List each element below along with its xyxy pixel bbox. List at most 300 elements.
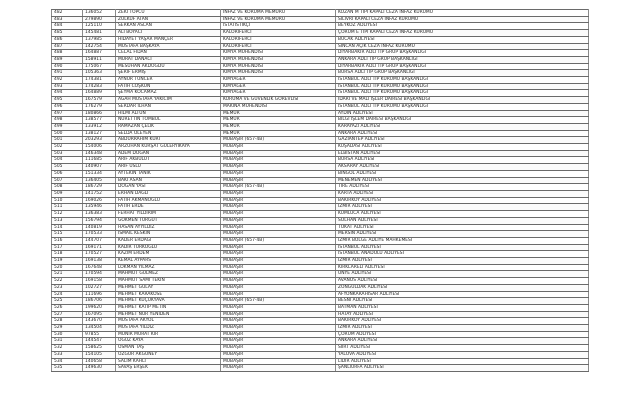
- row-id: 174283: [83, 83, 116, 90]
- row-name: FATİH COŞKUN: [116, 83, 221, 90]
- row-id: 170533: [83, 231, 116, 238]
- table-row: [52, 217, 589, 224]
- table-row: [52, 331, 589, 338]
- row-title: MUBAŞİR: [221, 264, 336, 271]
- row-title: MUBAŞİR: [221, 150, 336, 157]
- row-name: SALİM KAHLI: [116, 358, 221, 365]
- row-assignment: YALOVA ADLİYESİ: [336, 351, 589, 358]
- row-number: 491: [52, 70, 83, 77]
- row-number: 527: [52, 311, 83, 318]
- row-title: MUBAŞİR: [221, 197, 336, 204]
- row-number: 504: [52, 157, 83, 164]
- row-title: MUBAŞİR: [221, 345, 336, 352]
- row-title: MUBAŞİR: [221, 358, 336, 365]
- row-assignment: TİRE ADLİYESİ: [336, 184, 589, 191]
- row-title: İNFAZ VE KORUMA MEMURU: [221, 10, 336, 17]
- row-number: 514: [52, 224, 83, 231]
- row-number: 505: [52, 164, 83, 171]
- row-title: KİMYA MÜHENDİSİ: [221, 63, 336, 70]
- row-assignment: ZONGULDAK ADLİYESİ: [336, 284, 589, 291]
- row-name: SELDA ÖLEYEN: [116, 130, 221, 137]
- row-id: 279890: [83, 16, 116, 23]
- row-assignment: AKSARAY ADLİYESİ: [336, 164, 589, 171]
- row-name: LOKMAN YILMAZ: [116, 264, 221, 271]
- row-name: SERKAN ASLAN: [116, 23, 221, 30]
- row-id: 158625: [83, 345, 116, 352]
- row-name: ARİF USLU: [116, 164, 221, 171]
- row-name: HİDAYET YAŞAR MANÇER: [116, 36, 221, 43]
- table-row: [52, 90, 589, 97]
- table-row: [52, 16, 589, 23]
- row-number: 532: [52, 345, 83, 352]
- personnel-table: [51, 9, 589, 372]
- row-title: MUBAŞİR: [221, 318, 336, 325]
- table-row: [52, 164, 589, 171]
- row-id: 151334: [83, 170, 116, 177]
- row-name: MEHMET KÜÇÜKYAVA: [116, 298, 221, 305]
- row-title: MEMUR: [221, 123, 336, 130]
- row-number: 482: [52, 10, 83, 17]
- row-number: 490: [52, 63, 83, 70]
- row-name: AYTEKİN TANIK: [116, 170, 221, 177]
- row-id: 136405: [83, 177, 116, 184]
- row-assignment: SOLHAN ADLİYESİ: [336, 217, 589, 224]
- row-name: NURETTİN TOMBUL: [116, 117, 221, 124]
- row-assignment: İZMİR ADLİYESİ: [336, 204, 589, 211]
- row-assignment: BAKIRKÖY ADLİYESİ: [336, 318, 589, 325]
- table-row: [52, 190, 589, 197]
- row-title: MUBAŞİR: [221, 211, 336, 218]
- personnel-table-body: [52, 10, 589, 372]
- row-assignment: MENEMEN ADLİYESİ: [336, 177, 589, 184]
- row-id: 164889: [83, 90, 116, 97]
- row-id: 154006: [83, 144, 116, 151]
- row-assignment: KARTA ADLİYESİ: [336, 190, 589, 197]
- row-number: 501: [52, 137, 83, 144]
- row-title: MUBAŞİR: [221, 351, 336, 358]
- table-row: [52, 43, 589, 50]
- row-id: 134504: [83, 325, 116, 332]
- row-title: MUBAŞİR (657-4B): [221, 237, 336, 244]
- row-number: 528: [52, 318, 83, 325]
- row-assignment: KARAYAZI ADLİYESİ: [336, 123, 589, 130]
- row-assignment: ŞANLIURFA ADLİYESİ: [336, 365, 589, 372]
- table-row: [52, 204, 589, 211]
- row-title: MUBAŞİR: [221, 365, 336, 372]
- row-name: BAKİ ASAN: [116, 177, 221, 184]
- row-id: 140907: [83, 164, 116, 171]
- row-number: 488: [52, 50, 83, 57]
- row-assignment: İSTANBUL ANADOLU ADLİYESİ: [336, 251, 589, 258]
- row-title: MUBAŞİR: [221, 311, 336, 318]
- row-title: MUBAŞİR: [221, 164, 336, 171]
- table-row: [52, 345, 589, 352]
- row-title: KORUMA VE GÜVENLİK GÖREVLİSİ: [221, 97, 336, 104]
- row-number: 520: [52, 264, 83, 271]
- row-id: 156794: [83, 217, 116, 224]
- row-number: 485: [52, 30, 83, 37]
- row-name: MEHMET NUR YENİDEN: [116, 311, 221, 318]
- row-name: GÖKMEN TURĞUT: [116, 217, 221, 224]
- table-row: [52, 231, 589, 238]
- row-id: 125110: [83, 23, 116, 30]
- row-name: ABDURRAHİM KURT: [116, 137, 221, 144]
- table-row: [52, 258, 589, 265]
- row-id: 180866: [83, 110, 116, 117]
- table-row: [52, 177, 589, 184]
- table-row: [52, 36, 589, 43]
- row-title: MUBAŞİR: [221, 157, 336, 164]
- row-name: AGAH MUSTAFA YAKICIM: [116, 97, 221, 104]
- row-assignment: ANKARA ADLİYESİ: [336, 338, 589, 345]
- row-assignment: BURSA ADLİYESİ: [336, 157, 589, 164]
- row-assignment: KIRKLARELİ ADLİYESİ: [336, 264, 589, 271]
- row-name: MUSTAFA AKYOL: [116, 318, 221, 325]
- row-name: ARZUHAN KÜRŞAT GÜLERYİKAYA: [116, 144, 221, 151]
- row-assignment: LİDİR ADLİYESİ: [336, 358, 589, 365]
- row-assignment: ÇORUM ADLİYESİ: [336, 331, 589, 338]
- row-title: MEMUR: [221, 117, 336, 124]
- row-assignment: TOKAT ADLİYESİ: [336, 224, 589, 231]
- row-title: MUBAŞİR (657-4B): [221, 298, 336, 305]
- row-name: ÖZGÜR AKGÜNEY: [116, 351, 221, 358]
- row-id: 142754: [83, 43, 116, 50]
- row-assignment: İSTANBUL ADLİ TIP KURUMU BAŞKANLIĞI: [336, 103, 589, 110]
- row-number: 523: [52, 284, 83, 291]
- row-id: 143670: [83, 318, 116, 325]
- row-name: SAVAŞ ERŞEK: [116, 365, 221, 372]
- row-name: MURAT DANACI: [116, 56, 221, 63]
- row-name: MAHMUT GÜLMEZ: [116, 271, 221, 278]
- row-assignment: ANKARA ADLİYESİ: [336, 130, 589, 137]
- table-row: [52, 278, 589, 285]
- table-row: [52, 264, 589, 271]
- row-number: 499: [52, 123, 83, 130]
- row-assignment: İZMİR ADLİYESİ: [336, 258, 589, 265]
- row-id: 203293: [83, 137, 116, 144]
- row-number: 529: [52, 325, 83, 332]
- row-number: 526: [52, 304, 83, 311]
- row-number: 483: [52, 16, 83, 23]
- row-assignment: SİNCAN AÇIK CEZA İNFAZ KURUMU: [336, 43, 589, 50]
- row-assignment: AYDIN ADLİYESİ: [336, 110, 589, 117]
- table-row: [52, 83, 589, 90]
- row-assignment: İSTANBUL ADLİ TIP KURUMU BAŞKANLIĞI: [336, 77, 589, 84]
- row-assignment: İDARİ VE MALİ İŞLER DAİRESİ BAŞKANLIĞI: [336, 97, 589, 104]
- row-title: MUBAŞİR: [221, 284, 336, 291]
- row-id: 97855: [83, 331, 116, 338]
- row-name: ALİ BOYACI: [116, 30, 221, 37]
- row-name: ARİF AKBULUT: [116, 157, 221, 164]
- row-title: KİMYAGER: [221, 83, 336, 90]
- row-id: 175067: [83, 63, 116, 70]
- row-assignment: BİLGİ İŞLEM DAİRESİ BAŞKANLIĞI: [336, 117, 589, 124]
- row-number: 507: [52, 177, 83, 184]
- table-row: [52, 63, 589, 70]
- row-number: 522: [52, 278, 83, 285]
- row-assignment: İSTANBUL ADLİ TIP KURUMU BAŞKANLIĞI: [336, 90, 589, 97]
- table-row: [52, 123, 589, 130]
- row-number: 512: [52, 211, 83, 218]
- row-title: KALORİFERCİ: [221, 30, 336, 37]
- row-id: 133912: [83, 123, 116, 130]
- row-number: 525: [52, 298, 83, 305]
- row-assignment: BESNİ ADLİYESİ: [336, 298, 589, 305]
- row-name: MEHMET KATİP METİN: [116, 304, 221, 311]
- row-assignment: ÇORUM E TİPİ KAPALI CEZA İNFAZ KURUMU: [336, 30, 589, 37]
- row-title: MUBAŞİR: [221, 244, 336, 251]
- table-row: [52, 110, 589, 117]
- row-name: İSMAİL KESKİN: [116, 231, 221, 238]
- row-title: KİMYA MÜHENDİSİ: [221, 56, 336, 63]
- table-row: [52, 311, 589, 318]
- row-number: 524: [52, 291, 83, 298]
- row-assignment: HATAY ADLİYESİ: [336, 311, 589, 318]
- row-id: 102727: [83, 284, 116, 291]
- row-assignment: BATMAN ADLİYESİ: [336, 304, 589, 311]
- table-row: [52, 351, 589, 358]
- row-assignment: SİLİVRİ KAPALI CEZA İNFAZ KURUMU: [336, 16, 589, 23]
- table-row: [52, 97, 589, 104]
- row-name: DOĞAN YASI: [116, 184, 221, 191]
- row-title: MUBAŞİR: [221, 231, 336, 238]
- row-name: OĞUZ KAYA: [116, 338, 221, 345]
- row-assignment: İZMİR BÖLGE ADLİYE MAHKEMESİ: [336, 237, 589, 244]
- row-name: ŞEYMA KOCAMAZ: [116, 90, 221, 97]
- row-id: 169158: [83, 278, 116, 285]
- table-row: [52, 10, 589, 17]
- row-title: MEMUR: [221, 130, 336, 137]
- row-id: 140658: [83, 358, 116, 365]
- row-id: 169026: [83, 197, 116, 204]
- row-name: MEHMET GÜLAY: [116, 284, 221, 291]
- table-row: [52, 130, 589, 137]
- row-title: MUBAŞİR: [221, 190, 336, 197]
- row-name: FATİH ERDE: [116, 204, 221, 211]
- row-assignment: BİNGÖL ADLİYESİ: [336, 170, 589, 177]
- table-row: [52, 23, 589, 30]
- row-id: 170594: [83, 271, 116, 278]
- row-id: 169138: [83, 258, 116, 265]
- row-assignment: ANKARA ADLİ TIP GRUP BAŞKANLIĞI: [336, 56, 589, 63]
- row-title: MUBAŞİR: [221, 331, 336, 338]
- row-title: MUBAŞİR: [221, 170, 336, 177]
- row-number: 506: [52, 170, 83, 177]
- row-title: KİMYAGER: [221, 90, 336, 97]
- row-title: KİMYA MÜHENDİSİ: [221, 50, 336, 57]
- row-title: MUBAŞİR: [221, 304, 336, 311]
- row-title: İNFAZ VE KORUMA MEMURU: [221, 16, 336, 23]
- row-assignment: SİİRT ADLİYESİ: [336, 345, 589, 352]
- table-row: [52, 211, 589, 218]
- row-title: MUBAŞİR: [221, 338, 336, 345]
- row-number: 518: [52, 251, 83, 258]
- table-row: [52, 30, 589, 37]
- row-assignment: AVANOS ADLİYESİ: [336, 278, 589, 285]
- table-row: [52, 325, 589, 332]
- row-name: KEMAL AYPARS: [116, 258, 221, 265]
- table-row: [52, 144, 589, 151]
- row-number: 489: [52, 56, 83, 63]
- row-name: MAHMUT SAMİ TEKİN: [116, 278, 221, 285]
- row-id: 105363: [83, 70, 116, 77]
- row-number: 486: [52, 36, 83, 43]
- table-row: [52, 224, 589, 231]
- row-id: 141752: [83, 190, 116, 197]
- table-row: [52, 184, 589, 191]
- row-assignment: BUCAK ADLİYESİ: [336, 36, 589, 43]
- row-number: 516: [52, 237, 83, 244]
- row-number: 498: [52, 117, 83, 124]
- row-number: 508: [52, 184, 83, 191]
- table-row: [52, 150, 589, 157]
- table-row: [52, 298, 589, 305]
- row-number: 484: [52, 23, 83, 30]
- row-assignment: İSTANBUL ADLİYESİ: [336, 244, 589, 251]
- table-row: [52, 50, 589, 57]
- row-id: 136052: [83, 10, 116, 17]
- row-name: HASAN AYYILDIZ: [116, 224, 221, 231]
- row-title: MEMUR: [221, 110, 336, 117]
- row-title: MUBAŞİR: [221, 251, 336, 258]
- row-name: FERHAT YILDIRIM: [116, 211, 221, 218]
- row-number: 497: [52, 110, 83, 117]
- row-title: MUBAŞİR: [221, 278, 336, 285]
- row-number: 510: [52, 197, 83, 204]
- row-id: 135946: [83, 204, 116, 211]
- row-title: MUBAŞİR: [221, 217, 336, 224]
- row-title: MUBAŞİR: [221, 177, 336, 184]
- row-name: ADEM DOĞAN: [116, 150, 221, 157]
- row-id: 199620: [83, 304, 116, 311]
- row-id: 154105: [83, 351, 116, 358]
- row-name: MUSTAFA BAŞKAYA: [116, 43, 221, 50]
- row-name: OSMAN TAŞ: [116, 345, 221, 352]
- row-number: 519: [52, 258, 83, 265]
- row-number: 487: [52, 43, 83, 50]
- row-number: 500: [52, 130, 83, 137]
- row-name: FATİH AKMANOĞLU: [116, 197, 221, 204]
- row-id: 146348: [83, 150, 116, 157]
- row-name: HİLMİ ALTUN: [116, 110, 221, 117]
- table-row: [52, 284, 589, 291]
- row-title: MUBAŞİR: [221, 224, 336, 231]
- row-assignment: BEYKOZ ADLİYESİ: [336, 23, 589, 30]
- row-id: 170527: [83, 251, 116, 258]
- row-name: RAMAZAN ÇELİK: [116, 123, 221, 130]
- table-row: [52, 365, 589, 372]
- table-row: [52, 77, 589, 84]
- row-number: 511: [52, 204, 83, 211]
- row-id: 137985: [83, 36, 116, 43]
- table-row: [52, 304, 589, 311]
- row-name: ZEKİ TOPCU: [116, 10, 221, 17]
- table-row: [52, 271, 589, 278]
- row-number: 534: [52, 358, 83, 365]
- row-id: 111685: [83, 157, 116, 164]
- row-title: MUBAŞİR: [221, 144, 336, 151]
- row-id: 176279: [83, 103, 116, 110]
- table-row: [52, 338, 589, 345]
- row-number: 533: [52, 351, 83, 358]
- row-id: 164887: [83, 50, 116, 57]
- row-id: 186706: [83, 298, 116, 305]
- row-number: 531: [52, 338, 83, 345]
- table-row: [52, 237, 589, 244]
- row-number: 521: [52, 271, 83, 278]
- row-name: MESUHAN AKDOĞDU: [116, 63, 221, 70]
- table-row: [52, 197, 589, 204]
- row-assignment: İZMİR ADLİYESİ: [336, 325, 589, 332]
- row-title: MUBAŞİR: [221, 291, 336, 298]
- row-title: MAKİNA MÜHENDİSİ: [221, 103, 336, 110]
- row-name: CELAL FİDAN: [116, 50, 221, 57]
- row-assignment: ELBİSTAN ADLİYESİ: [336, 150, 589, 157]
- row-number: 513: [52, 217, 83, 224]
- row-title: MUBAŞİR: [221, 204, 336, 211]
- row-number: 517: [52, 244, 83, 251]
- row-id: 149630: [83, 365, 116, 372]
- row-title: MUBAŞİR: [221, 258, 336, 265]
- row-assignment: KUMLUCA ADLİYESİ: [336, 211, 589, 218]
- row-number: 509: [52, 190, 83, 197]
- table-row: [52, 137, 589, 144]
- row-name: KADİR TÜRKOĞLU: [116, 244, 221, 251]
- row-assignment: KOZAN M TİPİ KAPALI CEZA İNFAZ KURUMU: [336, 10, 589, 17]
- row-assignment: KUŞADASI ADLİYESİ: [336, 144, 589, 151]
- row-title: MUBAŞİR (657-4B): [221, 184, 336, 191]
- row-number: 502: [52, 144, 83, 151]
- row-number: 530: [52, 331, 83, 338]
- table-row: [52, 251, 589, 258]
- row-number: 535: [52, 365, 83, 372]
- row-assignment: DİYARBAKIR ADLİ TIP GRUP BAŞKANLIĞI: [336, 63, 589, 70]
- row-name: ERHAN DAĞLI: [116, 190, 221, 197]
- row-name: ZÜLKÜF ATAN: [116, 16, 221, 23]
- row-name: SERDAR İLHAN: [116, 103, 221, 110]
- table-row: [52, 157, 589, 164]
- row-title: KİMYA MÜHENDİSİ: [221, 70, 336, 77]
- table-row: [52, 170, 589, 177]
- row-title: MUBAŞİR: [221, 325, 336, 332]
- table-row: [52, 103, 589, 110]
- row-id: 186729: [83, 184, 116, 191]
- table-row: [52, 358, 589, 365]
- row-id: 138127: [83, 130, 116, 137]
- row-name: KAZIM ERDEM: [116, 251, 221, 258]
- table-row: [52, 70, 589, 77]
- row-name: ŞERİF ERMİŞ: [116, 70, 221, 77]
- row-number: 495: [52, 97, 83, 104]
- table-row: [52, 291, 589, 298]
- row-id: 111696: [83, 291, 116, 298]
- row-number: 496: [52, 103, 83, 110]
- row-id: 167579: [83, 97, 116, 104]
- row-number: 503: [52, 150, 83, 157]
- table-row: [52, 244, 589, 251]
- table-row: [52, 117, 589, 124]
- row-id: 136383: [83, 211, 116, 218]
- row-assignment: BAKIRKÖY ADLİYESİ: [336, 197, 589, 204]
- row-id: 167095: [83, 311, 116, 318]
- row-assignment: ÜNYE ADLİYESİ: [336, 271, 589, 278]
- row-number: 494: [52, 90, 83, 97]
- row-number: 515: [52, 231, 83, 238]
- row-id: 167648: [83, 264, 116, 271]
- row-title: İSTATİSTİKÇİ: [221, 23, 336, 30]
- row-id: 174381: [83, 77, 116, 84]
- row-title: KALORİFERCİ: [221, 43, 336, 50]
